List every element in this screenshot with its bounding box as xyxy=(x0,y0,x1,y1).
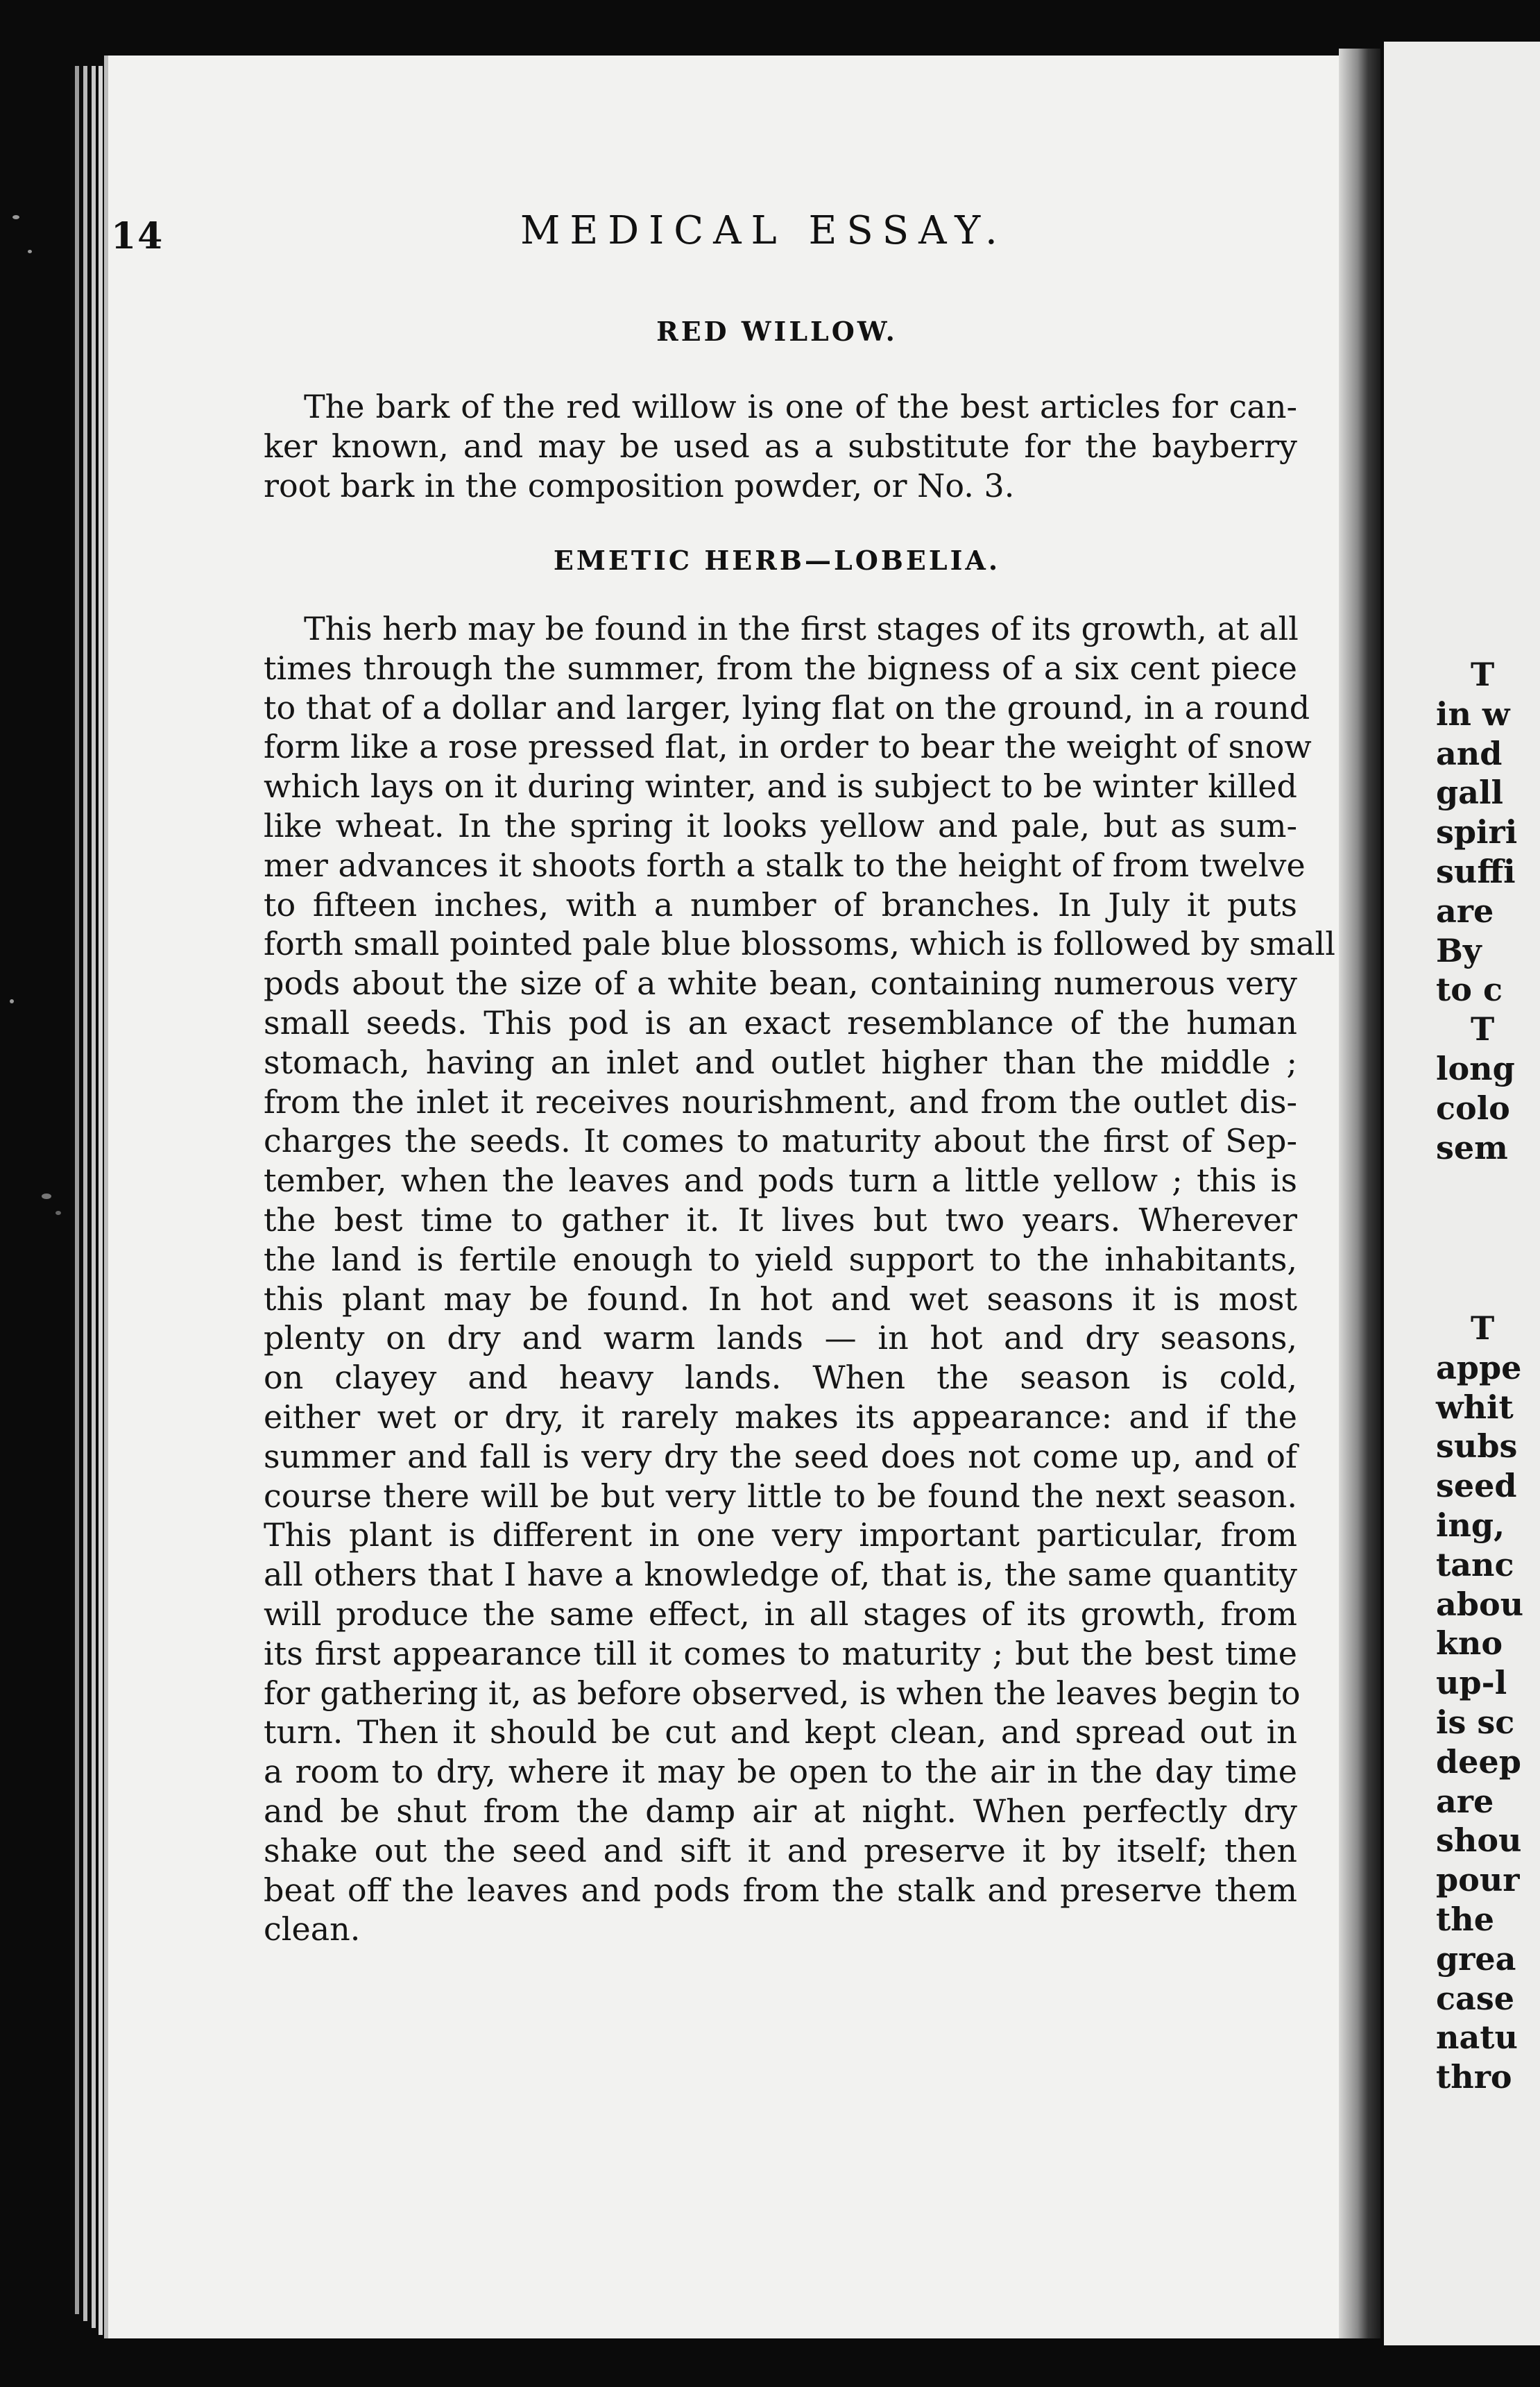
facing-line: shou xyxy=(1436,1821,1522,1860)
facing-line: grea xyxy=(1436,1939,1516,1978)
page-edge xyxy=(75,66,79,2314)
text-line: The bark of the red willow is one of the best articles for can- xyxy=(304,388,1297,425)
facing-line: tanc xyxy=(1436,1545,1514,1583)
facing-line: in w xyxy=(1436,695,1510,733)
text-line: beat off the leaves and pods from the stalk and preserve them xyxy=(264,1871,1297,1909)
text-line: for gathering it, as before observed, is when the leaves begin to xyxy=(264,1674,1301,1712)
text-line: from the inlet it receives nourishment, and from the outlet dis- xyxy=(264,1082,1297,1121)
facing-line: is sc xyxy=(1436,1703,1515,1741)
scan-speck xyxy=(42,1194,51,1199)
text-line: pods about the size of a white bean, containing numerous very xyxy=(264,965,1297,1003)
facing-line: thro xyxy=(1436,2058,1512,2096)
facing-line: long xyxy=(1436,1049,1515,1087)
facing-line: are xyxy=(1436,892,1494,930)
page-edge xyxy=(99,66,103,2335)
running-title: MEDICAL ESSAY. xyxy=(520,208,1007,253)
text-line: which lays on it during winter, and is subject to be winter killed xyxy=(264,767,1297,806)
scan-speck xyxy=(12,215,19,219)
text-line: and be shut from the damp air at night. When perfectly dry xyxy=(264,1792,1297,1830)
paragraph-red-willow xyxy=(264,387,1297,505)
facing-line: kno xyxy=(1436,1624,1503,1663)
section-heading-red-willow: RED WILLOW. xyxy=(656,316,898,347)
text-line: like wheat. In the spring it looks yellow and pale, but as sum- xyxy=(264,806,1297,844)
facing-line: abou xyxy=(1436,1585,1524,1623)
facing-line: gall xyxy=(1436,774,1503,812)
facing-line: appe xyxy=(1436,1348,1522,1386)
facing-page-block-a xyxy=(1436,655,1518,1167)
text-line: the best time to gather it. It lives but two years. Wherever xyxy=(264,1200,1297,1239)
text-line: tember, when the leaves and pods turn a little yellow ; this is xyxy=(264,1162,1297,1200)
facing-line: to c xyxy=(1436,971,1503,1009)
section-heading-emetic-herb: EMETIC HERB—LOBELIA. xyxy=(553,545,1001,576)
facing-line: subs xyxy=(1436,1427,1518,1466)
text-line: shake out the seed and sift it and preserve it by itself; then xyxy=(264,1831,1297,1869)
text-line: to fifteen inches, with a number of branches. In July it puts xyxy=(264,885,1297,924)
facing-line: whit xyxy=(1436,1388,1514,1426)
text-line: summer and fall is very dry the seed does not come up, and of xyxy=(264,1437,1297,1475)
page-number: 14 xyxy=(111,215,164,257)
text-line: clean. xyxy=(264,1910,361,1948)
facing-line: pour xyxy=(1436,1861,1520,1899)
text-line: its first appearance till it comes to maturity ; but the best time xyxy=(264,1634,1297,1672)
facing-line: suffi xyxy=(1436,852,1516,890)
facing-line: the xyxy=(1436,1900,1494,1938)
facing-page xyxy=(1384,42,1540,2345)
facing-line: are xyxy=(1436,1782,1494,1820)
text-line: either wet or dry, it rarely makes its appearance: and if the xyxy=(264,1398,1297,1436)
text-line: small seeds. This pod is an exact resemblance of the human xyxy=(264,1003,1297,1042)
scan-speck xyxy=(55,1211,61,1215)
text-line: mer advances it shoots forth a stalk to the height of from twelve xyxy=(264,846,1306,884)
text-line: course there will be but very little to be found the next season. xyxy=(264,1477,1297,1515)
text-line: root bark in the composition powder, or No. 3. xyxy=(264,466,1015,504)
text-line: This herb may be found in the first stages of its growth, at all xyxy=(304,610,1299,647)
text-line: this plant may be found. In hot and wet seasons it is most xyxy=(264,1280,1297,1318)
page-edge xyxy=(83,66,87,2321)
facing-line: sem xyxy=(1436,1128,1508,1166)
text-line: a room to dry, where it may be open to the air in the day time xyxy=(264,1753,1297,1791)
text-line: times through the summer, from the bigness of a six cent piece xyxy=(264,649,1297,687)
facing-line: T xyxy=(1471,656,1495,693)
paragraph-emetic-herb xyxy=(264,609,1335,1949)
text-line: forth small pointed pale blue blossoms, which is followed by small xyxy=(264,925,1335,963)
facing-line: By xyxy=(1436,931,1482,969)
scan-speck xyxy=(28,250,32,253)
facing-line: spiri xyxy=(1436,813,1518,851)
page-edge xyxy=(92,66,96,2328)
facing-line: and xyxy=(1436,734,1503,772)
facing-page-block-b xyxy=(1436,1309,1524,2097)
facing-line: T xyxy=(1471,1010,1495,1048)
text-line: will produce the same effect, in all stages of its growth, from xyxy=(264,1595,1297,1633)
text-line: on clayey and heavy lands. When the season is cold, xyxy=(264,1359,1297,1397)
text-line: ker known, and may be used as a substitute for the bayberry xyxy=(264,427,1297,465)
facing-line: colo xyxy=(1436,1089,1510,1127)
text-line: to that of a dollar and larger, lying flat on the ground, in a round xyxy=(264,688,1310,727)
facing-line: ing, xyxy=(1436,1506,1505,1544)
facing-line: seed xyxy=(1436,1467,1517,1505)
facing-line: T xyxy=(1471,1309,1495,1347)
text-line: the land is fertile enough to yield support to the inhabitants, xyxy=(264,1240,1297,1278)
text-line: plenty on dry and warm lands — in hot and dry seasons, xyxy=(264,1319,1297,1357)
facing-line: natu xyxy=(1436,2019,1518,2057)
facing-line: case xyxy=(1436,1979,1514,2017)
text-line: charges the seeds. It comes to maturity about the first of Sep- xyxy=(264,1122,1297,1160)
facing-line: deep xyxy=(1436,1742,1521,1781)
text-line: This plant is different in one very important particular, from xyxy=(264,1516,1297,1554)
text-line: turn. Then it should be cut and kept clean, and spread out in xyxy=(264,1713,1297,1751)
scan-speck xyxy=(10,999,14,1003)
text-line: form like a rose pressed flat, in order to bear the weight of snow xyxy=(264,728,1312,766)
facing-line: up-l xyxy=(1436,1664,1507,1702)
text-line: stomach, having an inlet and outlet higher than the middle ; xyxy=(264,1043,1297,1081)
text-line: all others that I have a knowledge of, that is, the same quantity xyxy=(264,1556,1297,1594)
book-gutter xyxy=(1339,49,1380,2338)
